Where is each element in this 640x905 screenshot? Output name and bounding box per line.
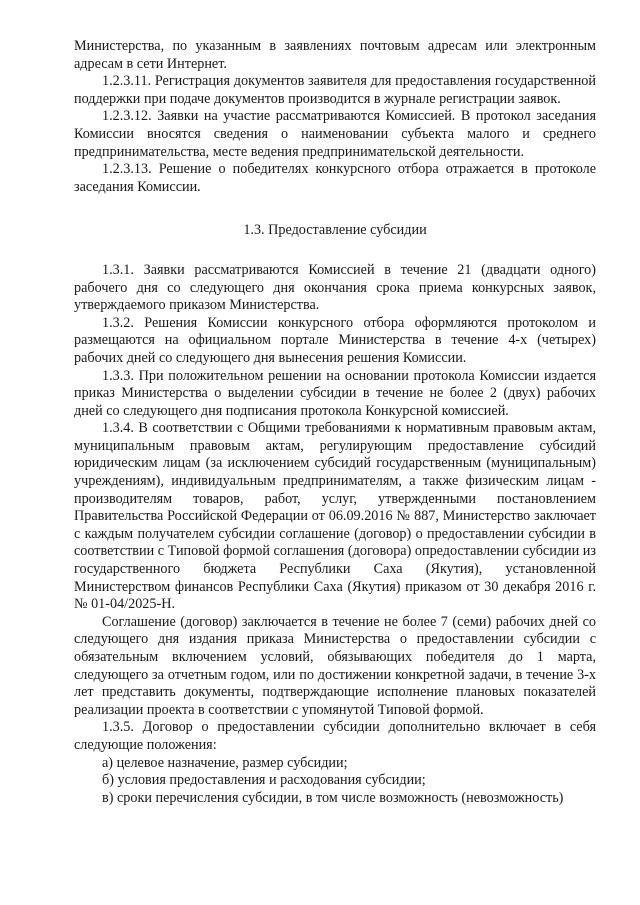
paragraph-1-3-4: 1.3.4. В соответствии с Общими требованиями к нормативным правовым актам, муниципальным правовым актам, регулирующим предоставление субсидий юридическим лицам (за исключением субсидий государственным (муниципальным) учреждениям), индивидуальным предпринимателям, а также физическим лицам - производителям товаров, работ, услуг, утвержденными постановлением Правительства Российской Федерации от 06.09.2016 № 887, Министерство заключает с каждым получателем субсидии соглашение (договор) о предоставлении субсидии в соответствии с Типовой формой соглашения (договора) опредоставлении субсидии из государственного бюджета Республики Саха (Якутия), установленной Министерством финансов Республики Саха (Якутия) приказом от 30 декабря 2016 г. № 01-04/2025-Н. — [74, 420, 596, 613]
paragraph-1-3-1: 1.3.1. Заявки рассматриваются Комиссией в течение 21 (двадцати одного) рабочего дня со следующего дня окончания срока приема конкурсных заявок, утверждаемого приказом Министерства. — [74, 261, 596, 314]
paragraph-1-3-2: 1.3.2. Решения Комиссии конкурсного отбора оформляются протоколом и размещаются на официальном портале Министерства в течение 4-х (четырех) рабочих дней со следующего дня вынесения решения Комиссии. — [74, 314, 596, 366]
paragraph-1-3-3: 1.3.3. При положительном решении на основании протокола Комиссии издается приказ Министерства о выделении субсидии в течение не более 2 (двух) рабочих дней со следующего дня подписания протокола Конкурсной комиссией. — [74, 367, 596, 419]
list-item: б) условия предоставления и расходования субсидии; — [102, 772, 426, 789]
paragraph-1-3-5: 1.3.5. Договор о предоставлении субсидии дополнительно включает в себя следующие положения: — [74, 719, 596, 753]
document-page — [74, 38, 596, 807]
paragraph-1-2-3-13: 1.2.3.13. Решение о победителях конкурсного отбора отражается в протоколе заседания Комиссии. — [74, 161, 596, 195]
paragraph-1-2-3-12: 1.2.3.12. Заявки на участие рассматриваются Комиссией. В протокол заседания Комиссии вносятся сведения о наименовании субъекта малого и среднего предпринимательства, месте ведения предпринимательской деятельности. — [74, 108, 596, 160]
paragraph-intro: Министерства, по указанным в заявлениях почтовым адресам или электронным адресам в сети Интернет. — [74, 38, 596, 72]
paragraph-agreement: Соглашение (договор) заключается в течение не более 7 (семи) рабочих дней со следующего дня издания приказа Министерства о предоставлении субсидии с обязательным включением условий, обязывающих победителя до 1 марта, следующего за отчетным годом, или по достижении конкретной задачи, в течение 3-х лет представить документы, подтверждающие исполнение плановых показателей реализации проекта в соответствии с упомянутой Типовой формой. — [74, 613, 596, 718]
section-title: 1.3. Предоставление субсидии — [243, 222, 427, 239]
paragraph-1-2-3-11: 1.2.3.11. Регистрация документов заявителя для предоставления государственной поддержки при подаче документов производится в журнале регистрации заявок. — [74, 73, 596, 107]
list-item: в) сроки перечисления субсидии, в том числе возможность (невозможность) — [102, 789, 564, 806]
list-item: а) целевое назначение, размер субсидии; — [102, 754, 348, 771]
